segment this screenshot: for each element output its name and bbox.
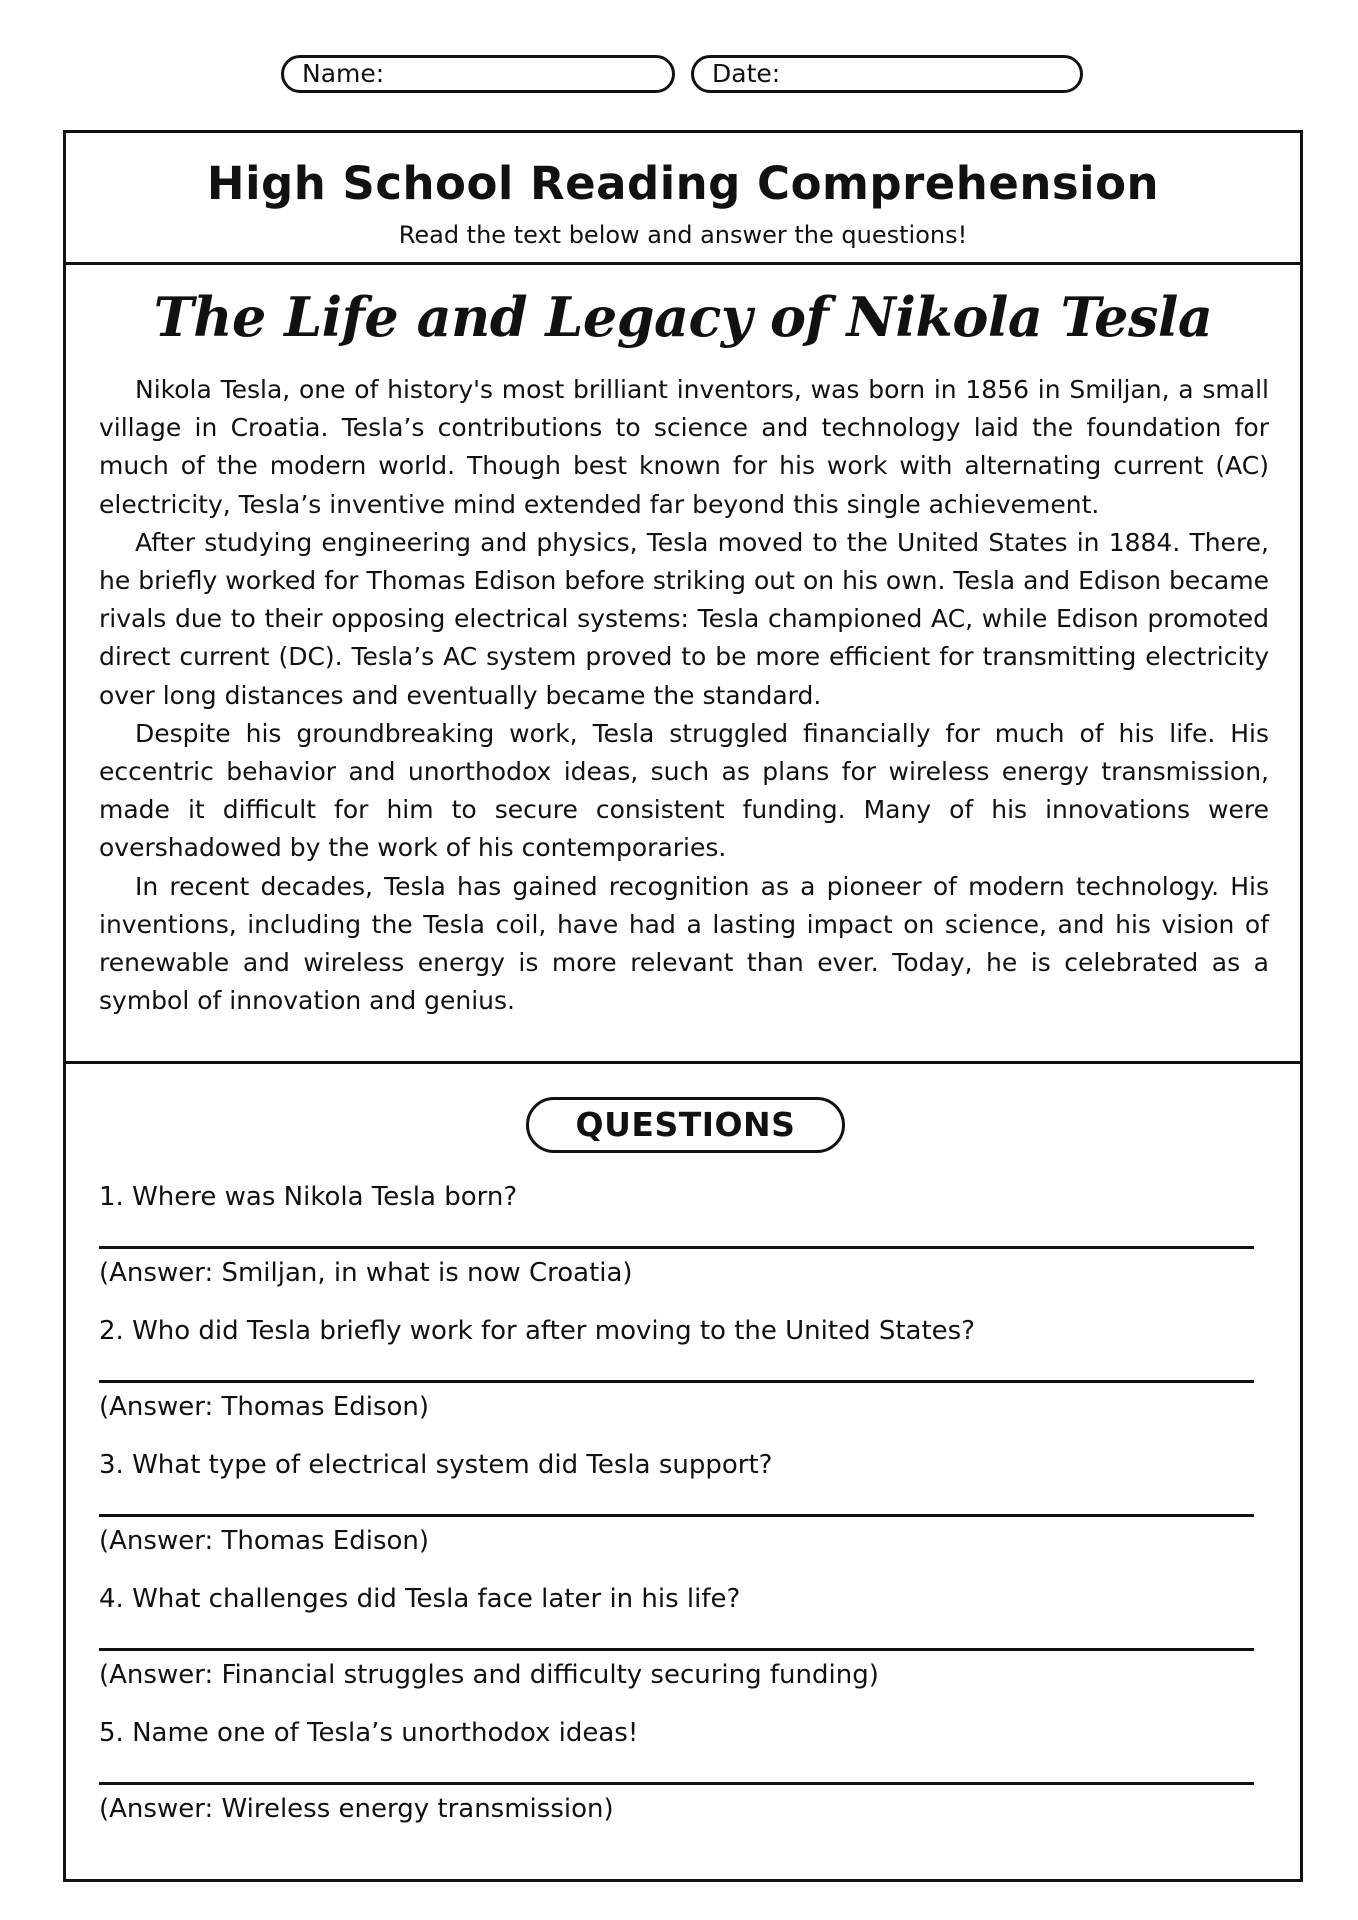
- questions-heading: QUESTIONS: [526, 1097, 845, 1153]
- answer-line[interactable]: [99, 1514, 1254, 1517]
- name-label: Name:: [302, 59, 385, 88]
- answer-text: (Answer: Financial struggles and difficulty securing funding): [99, 1660, 879, 1690]
- worksheet-instructions: Read the text below and answer the questions!: [398, 221, 968, 249]
- answer-line[interactable]: [99, 1380, 1254, 1383]
- name-field[interactable]: [281, 55, 675, 93]
- worksheet-header: [66, 133, 1300, 265]
- question-item: [99, 1180, 1256, 1314]
- date-field[interactable]: [691, 55, 1083, 93]
- answer-text: (Answer: Thomas Edison): [99, 1526, 430, 1556]
- question-item: [99, 1716, 1256, 1850]
- passage-paragraph: After studying engineering and physics, Tesla moved to the United States in 1884. There, he briefly worked for Thomas Edison before striking out on his own. Tesla and Edison became rivals due to their opposing electrical systems: Tesla championed AC, while Edison promoted direct current (DC). Tesla’s AC system proved to be more efficient for transmitting electricity over long distances and eventually became the standard.: [99, 527, 1269, 710]
- answer-line[interactable]: [99, 1648, 1254, 1651]
- reading-passage: [99, 371, 1269, 1020]
- answer-text: (Answer: Thomas Edison): [99, 1392, 430, 1422]
- answer-line[interactable]: [99, 1782, 1254, 1785]
- section-divider: [66, 1061, 1300, 1064]
- date-label: Date:: [712, 59, 781, 88]
- question-text: 5. Name one of Tesla’s unorthodox ideas!: [99, 1718, 639, 1748]
- worksheet-frame: [63, 130, 1303, 1882]
- question-text: 4. What challenges did Tesla face later in his life?: [99, 1584, 741, 1614]
- question-text: 2. Who did Tesla briefly work for after moving to the United States?: [99, 1316, 976, 1346]
- question-item: [99, 1448, 1256, 1582]
- answer-text: (Answer: Wireless energy transmission): [99, 1794, 614, 1824]
- question-item: [99, 1314, 1256, 1448]
- answer-line[interactable]: [99, 1246, 1254, 1249]
- story-title: The Life and Legacy of Nikola Tesla: [153, 285, 1213, 349]
- worksheet-title: High School Reading Comprehension: [206, 157, 1160, 210]
- passage-paragraph: In recent decades, Tesla has gained recognition as a pioneer of modern technology. His inventions, including the Tesla coil, have had a lasting impact on science, and his vision of renewable and wireless energy is more relevant than ever. Today, he is celebrated as a symbol of innovation and genius.: [99, 871, 1269, 1016]
- passage-paragraph: Despite his groundbreaking work, Tesla struggled financially for much of his life. His eccentric behavior and unorthodox ideas, such as plans for wireless energy transmission, made it difficult for him to secure consistent funding. Many of his innovations were overshadowed by the work of his contemporaries.: [99, 718, 1269, 863]
- question-text: 1. Where was Nikola Tesla born?: [99, 1182, 518, 1212]
- question-item: [99, 1582, 1256, 1716]
- passage-paragraph: Nikola Tesla, one of history's most brilliant inventors, was born in 1856 in Smiljan, a small village in Croatia. Tesla’s contributions to science and technology laid the foundation for much of the modern world. Though best known for his work with alternating current (AC) electricity, Tesla’s inventive mind extended far beyond this single achievement.: [99, 375, 1269, 519]
- question-text: 3. What type of electrical system did Tesla support?: [99, 1450, 773, 1480]
- answer-text: (Answer: Smiljan, in what is now Croatia): [99, 1258, 633, 1288]
